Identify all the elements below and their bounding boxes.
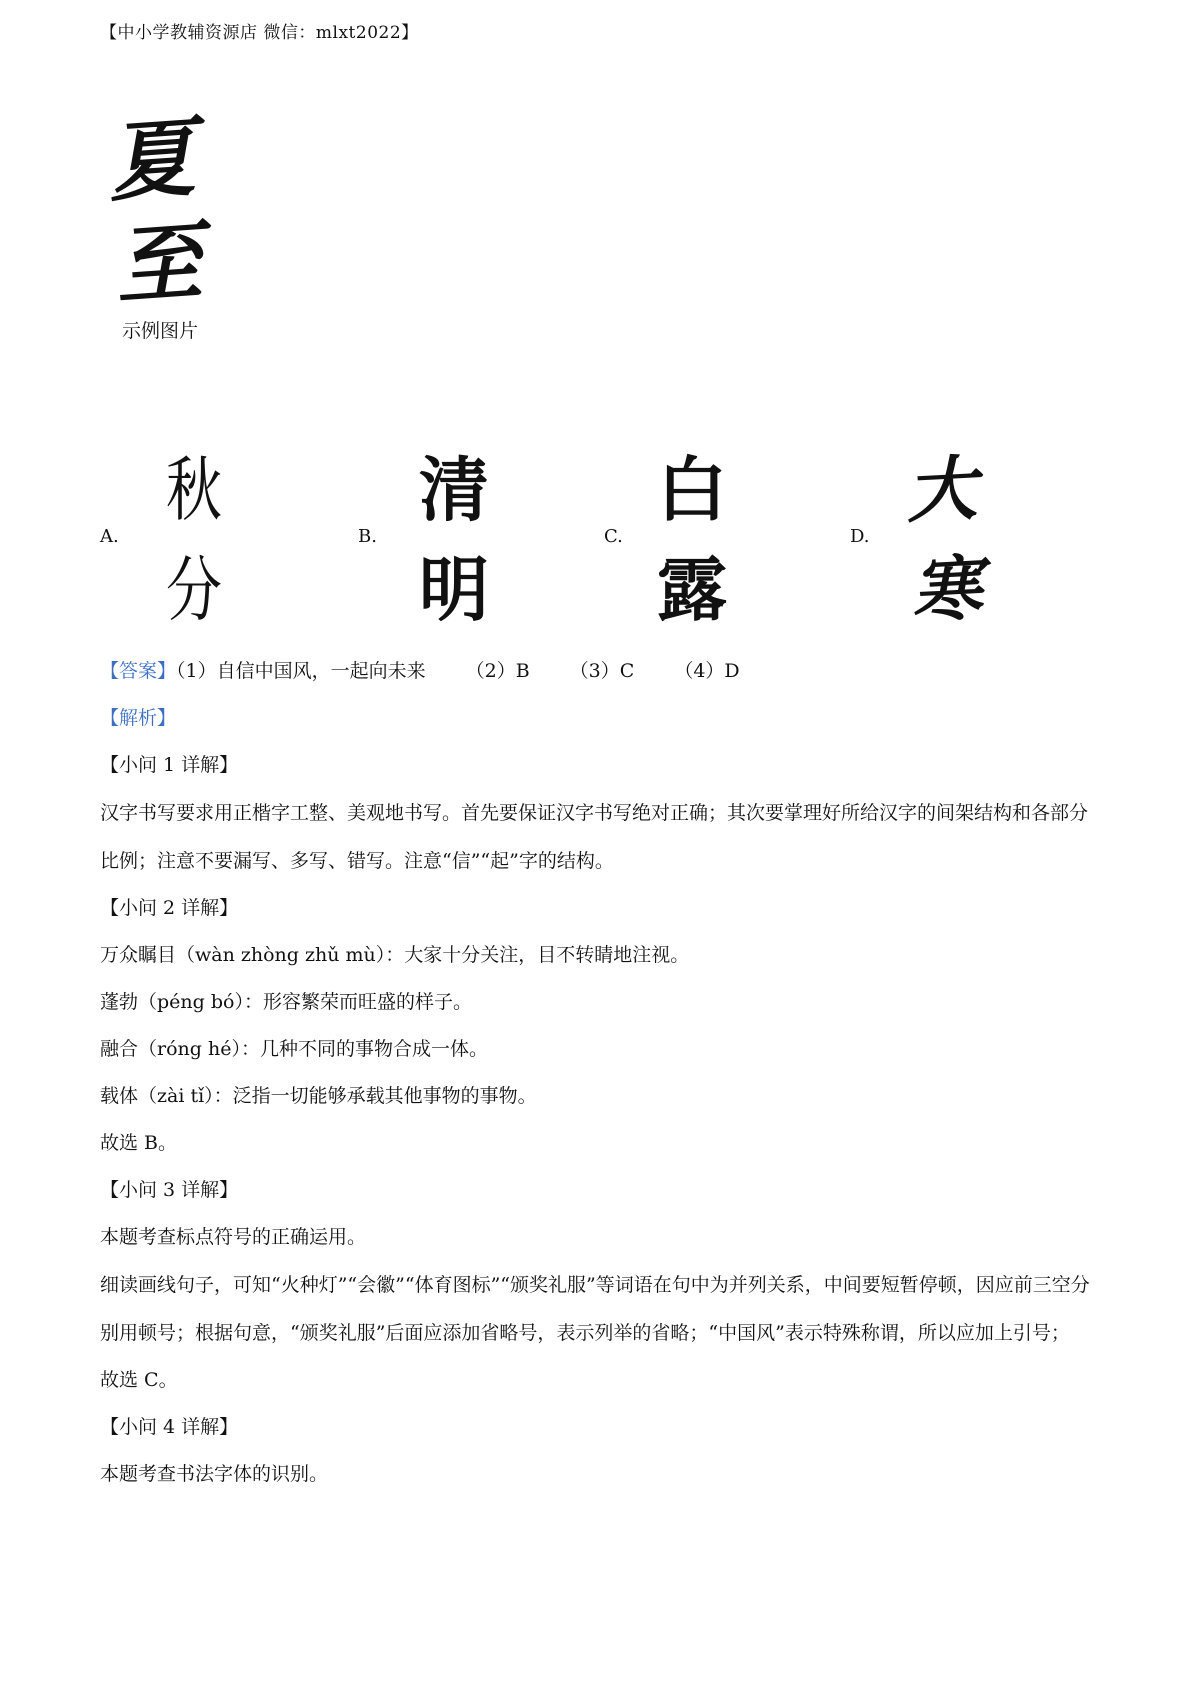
- q3-conclusion: 故选 C。: [100, 1369, 178, 1391]
- option-calligraphy: [632, 440, 752, 640]
- answer-part: （1）自信中国风，一起向未来: [176, 660, 426, 682]
- solution-content: [100, 648, 1100, 1498]
- option-char: 分: [166, 549, 222, 631]
- sample-calligraphy: [105, 104, 229, 319]
- sample-char: 夏: [104, 107, 198, 214]
- option-d: [850, 440, 1050, 640]
- q2-line: 万众瞩目（wàn zhòng zhǔ mù）：大家十分关注，目不转睛地注视。: [100, 944, 690, 966]
- q4-intro: 本题考查书法字体的识别。: [100, 1463, 329, 1485]
- q2-line: 蓬勃（péng bó）：形容繁荣而旺盛的样子。: [100, 991, 472, 1013]
- option-char: 大: [904, 446, 979, 533]
- analysis-tag: 【解析】: [100, 707, 177, 729]
- option-char: 白: [657, 449, 727, 531]
- option-c: [604, 440, 804, 640]
- answer-tag: 【答案】: [100, 660, 177, 682]
- option-char: 露: [657, 549, 727, 631]
- answer-part: （4）D: [674, 660, 740, 682]
- sample-image: [104, 107, 222, 343]
- q2-heading: 【小问 2 详解】: [100, 897, 239, 919]
- q2-line: 故选 B。: [100, 1132, 178, 1154]
- option-calligraphy: [146, 440, 242, 640]
- q2-line: 融合（róng hé）：几种不同的事物合成一体。: [100, 1038, 488, 1060]
- option-calligraphy: [879, 437, 1009, 643]
- option-char: 清: [419, 449, 489, 531]
- sample-caption: 示例图片: [122, 320, 199, 342]
- q1-heading: 【小问 1 详解】: [100, 754, 239, 776]
- q3-intro: 本题考查标点符号的正确运用。: [100, 1226, 367, 1248]
- option-char: 秋: [166, 449, 222, 531]
- option-char: 寒: [909, 546, 984, 633]
- option-char: 明: [419, 549, 489, 631]
- option-label: A.: [100, 526, 119, 547]
- q3-heading: 【小问 3 详解】: [100, 1179, 239, 1201]
- option-calligraphy: [394, 440, 514, 640]
- page-header: 【中小学教辅资源店 微信：mlxt2022】: [100, 23, 419, 43]
- sample-char: 至: [112, 210, 206, 318]
- option-label: D.: [850, 526, 870, 547]
- q2-line: 载体（zài tǐ）：泛指一切能够承载其他事物的事物。: [100, 1085, 537, 1107]
- answer-part: （2）B: [465, 660, 530, 682]
- answer-line: [100, 648, 1100, 695]
- answer-part: （3）C: [569, 660, 635, 682]
- option-b: [358, 440, 558, 640]
- option-label: B.: [358, 526, 377, 547]
- option-label: C.: [604, 526, 623, 547]
- q1-text: 汉字书写要求用正楷字工整、美观地书写。首先要保证汉字书写绝对正确；其次要掌理好所给汉字的间架结构和各部分比例；注意不要漏写、多写、错写。注意“信”“起”字的结构。: [100, 802, 1089, 872]
- q3-text: 细读画线句子，可知“火种灯”“会徽”“体育图标”“颁奖礼服”等词语在句中为并列关系，中间要短暂停顿，因应前三空分别用顿号；根据句意，“颁奖礼服”后面应添加省略号，表示列举的省略；“中国风”表示特殊称谓，所以应加上引号；: [100, 1274, 1090, 1344]
- option-a: [100, 440, 300, 640]
- q4-heading: 【小问 4 详解】: [100, 1416, 239, 1438]
